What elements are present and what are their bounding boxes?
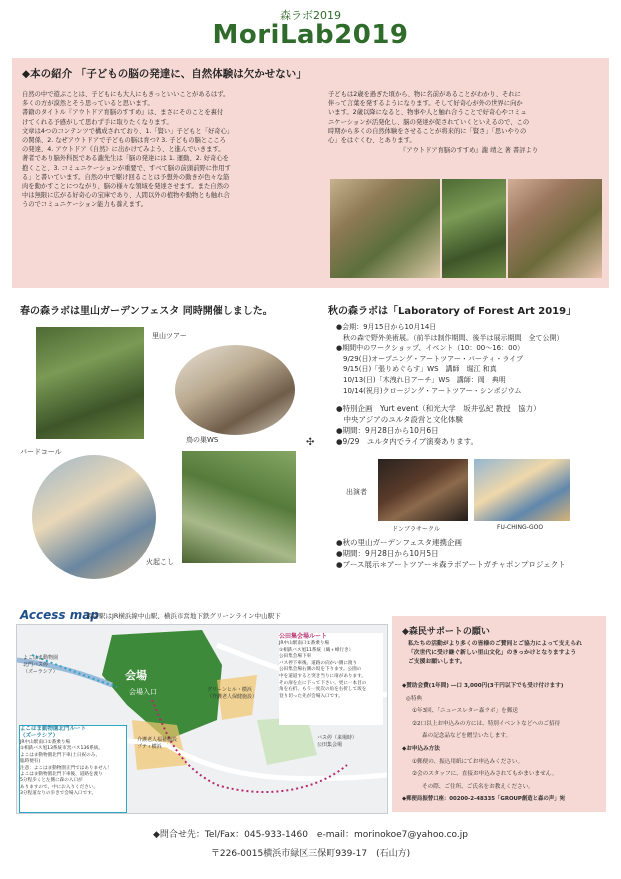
support-line: ◆郵便局振替口座：00200-2-48335「GROUP創造と森の声」宛	[402, 796, 566, 803]
special-line: ●特別企画 Yurt event（和光大学 坂井弘紀 教授 協力）	[336, 404, 541, 413]
performer2-caption: FU-CHING-GOO	[497, 524, 544, 531]
support-line: ◎特典	[406, 695, 423, 702]
performer2-photo	[474, 459, 570, 521]
collab-line: ●ブース展示＊アートツアー＊森ラボアートガチャポンプロジェクト	[336, 560, 566, 569]
autumn-line: ●期間中のワークショップ、イベント（10：00～16：00）	[336, 344, 525, 353]
footer-address: 〒226-0015横浜市緑区三保町939-17 (石山方)	[210, 849, 411, 859]
support-lines	[402, 680, 602, 806]
header-subtitle: 森ラボ2019	[280, 9, 341, 22]
bus-stop-label: バス停（来場時） 公田集会場	[317, 735, 358, 748]
intro-panel	[12, 58, 609, 288]
special-line: 中央アジアのユルタ設営と文化体験	[336, 415, 463, 424]
venue-entrance-label: 会場入口	[129, 688, 157, 696]
collab-line: ●期間：9月28日から10月5日	[336, 549, 439, 558]
area2-label: 介護老人福祉施設 プティ横浜	[137, 737, 178, 750]
autumn-line: ●会期：9月15日から10月14日	[336, 323, 437, 331]
autumn-line: 10/14(祝月)クロージング・アートツアー・シンポジウム	[336, 386, 522, 395]
support-heading: ◆森民サポートの願い	[402, 627, 490, 637]
support-line: ②2口以上お申込みの方には、特別イベントなどへのご招待	[412, 720, 561, 727]
support-intro: 私たちの活動がより多くの皆様のご賛同とご協力によって支えられ 「次世代に受け継ぐ新しい里山文化」のきっかけとなりますよう ご支援お願いします。	[408, 641, 582, 665]
performer1-photo	[378, 459, 468, 521]
performers-label: 出演者	[346, 488, 367, 496]
route-title: 公田集会場ルート	[279, 633, 328, 640]
intro-citation: 『アウトドア育脳のすすめ』瀧 靖之 著 書評より	[400, 147, 539, 154]
route-text: JR中山駅南口①番乗り場 ①相鉄バス旭11系統（鶴ヶ峰行き） 公田集会場下車 バス停下車後、道路の向かい側に渡り 公田集会場右側の坂を下ります。公園の 中を道道すると突き当りに扉があります。 その扉を左に下って下さい。更に一本目の 角を右折、もう一度次の角を右折して坂を 登り切った先が会場入口です。	[279, 641, 367, 699]
autumn-line: 9/15(日)「張りめぐらす」WS 講師 堀江 和真	[336, 365, 497, 374]
zoo-route-title: よこはま動物園北門ルート （ズーラシア）	[20, 726, 87, 739]
support-line: ◆お申込み方法	[402, 745, 440, 752]
support-panel	[392, 616, 606, 812]
performer1-caption: ドンブラサークル	[392, 526, 440, 533]
kids-forest-photo	[330, 179, 440, 278]
page-title: MoriLab2019	[212, 20, 409, 50]
intro-heading: ◆本の紹介 「子どもの脳の発達に、自然体験は欠かせない」	[22, 68, 307, 80]
fire-label: 火起こし	[146, 558, 174, 566]
support-line: ①年3回、「ニュースレター森ラボ」を郵送	[412, 708, 518, 715]
bird-call-photo	[32, 455, 156, 579]
special-event-lines	[336, 403, 616, 447]
spring-heading: 春の森ラボは里山ガーデンフェスタ 同時開催しました。	[20, 306, 273, 317]
footer-contact: ◆問合せ先：Tel/Fax：045-933-1460 e-mail：morinokoe7@yahoo.co.jp	[153, 830, 468, 840]
bird-nest-label: 鳥の巣WS	[186, 436, 219, 444]
autumn-heading: 秋の森ラボは「Laboratory of Forest Art 2019」	[328, 306, 577, 317]
support-line: ②会のスタッフに、直接お申込みされてもかまいません。	[412, 771, 558, 778]
access-note: 最寄駅はJR横浜線中山駅、横浜市営地下鉄グリーンライン中山駅下	[86, 612, 281, 620]
venue-label: 会場	[125, 669, 147, 682]
intro-left-text: 自然の中で遊ぶことは、子どもにも大人にもきっといいことがあるはず。 多くの方が漠然とそう思っていると思います。 書籍のタイトル『アウトドア育脳のすすめ』は、まさにそのことを裏付 けてくれる予感がして思わず手に取りたくなります。 文章は4つのコンテンツで構成されており、1.「賢い」子どもと「好奇心」 の関係、2. なぜアウトドアで子どもの脳は育つ? 3. 子どもの脳とこころ の発達、4. アウトドア《自然》に出かけてみよう、と進んでいきます。 著者であり脳外科医である瀧先生は「脳の発達には 1. 運動、2. 好奇心を 抱くこと、3. コミュニケーションが重要で、すべて脳の前頭前野に作用す る」と書いています。自然の中で駆け回ることは予想外の動きが色々な筋 肉を動かすことにつながり、脳の様々な領域を発達させます。また自然の 中は無限に広がる好奇心の宝庫であり、人間以外の植物や動物とも触れ合 うのでコミュニケーション能力も養えます。	[22, 91, 234, 209]
zoo-route-box	[19, 725, 127, 813]
access-map	[16, 624, 388, 814]
fire-making-photo	[182, 451, 296, 563]
autumn-lines	[336, 322, 616, 396]
collab-line: ●秋の里山ガーデンフェスタ連携企画	[336, 538, 463, 547]
intro-right-text: 子どもは2歳を過ぎた頃から、物に名前があることがわかり、それに 伴って言葉を発するようになります。そして好奇心が外の世界に向か います。2歳以降になると、物事や人と触れ合うことで好奇心やコミュ ニケーションが活発化し、脳の発達が促されていくといえるので、この 時期から多くの自然体験をさせることが将来的に「賢さ」「思いやりの 心」をはぐくむ、とあります。	[328, 91, 530, 145]
autumn-line: 9/29(日)オープニング・アートツアー・パーティ・ライブ	[336, 354, 523, 363]
area1-label: グリーンヒル・横浜 （介護老人保健施設）	[207, 687, 258, 700]
support-line: ①郵便の、振込用紙にてお申込みください。	[412, 758, 524, 765]
satoyama-label: 里山ツアー	[152, 332, 187, 340]
special-line: ●期間：9月28日から10月6日	[336, 426, 439, 435]
public-hall-route-box	[279, 633, 383, 725]
bird-call-label: バードコール	[20, 448, 62, 456]
zoo-stop-label: よこはま動物園 北門バス停 （ズーラシア）	[23, 655, 59, 675]
support-line: その際、ご住所、ご氏名をお教えください。	[422, 783, 534, 790]
collab-lines	[336, 537, 616, 570]
support-line: ◆賛助会費(1年間) ―口 3,000円(3千円以下でも受け付けます)	[402, 683, 564, 689]
header	[0, 0, 621, 58]
mother-child-photo	[508, 179, 602, 278]
kids-playing-photo	[442, 179, 506, 278]
access-title: Access map	[20, 608, 99, 622]
zoo-route-text: JR中山駅南口①番乗り場 ①相鉄バス旭13系統市営バス136系統。 よこはま動物園北門下車(土日祝のみ、 臨時便有) 注意：よこはま動物園正門ではありません！ よこはま動物園北門下車後、道路を渡り 5分程歩くと左側に森の入口が ありますので、中にお入りください。 3分程道なりの歩きで会場入口です。	[20, 740, 112, 797]
autumn-line: 10/13(日)「木洩れ日アーチ」WS 講師：岡 典明	[336, 375, 506, 384]
bird-nest-ws-photo	[175, 345, 295, 435]
autumn-line: 秋の森で野外美術展。（前半は制作期間、後半は展示期間 全て公開）	[336, 333, 564, 342]
satoyama-tour-photo	[36, 327, 144, 439]
crosshair-icon: ✣	[306, 437, 315, 448]
support-line: 森の記念品などを贈呈いたします。	[422, 733, 512, 740]
special-line: ●9/29 ユルタ内でライブ演奏あります。	[336, 437, 479, 446]
